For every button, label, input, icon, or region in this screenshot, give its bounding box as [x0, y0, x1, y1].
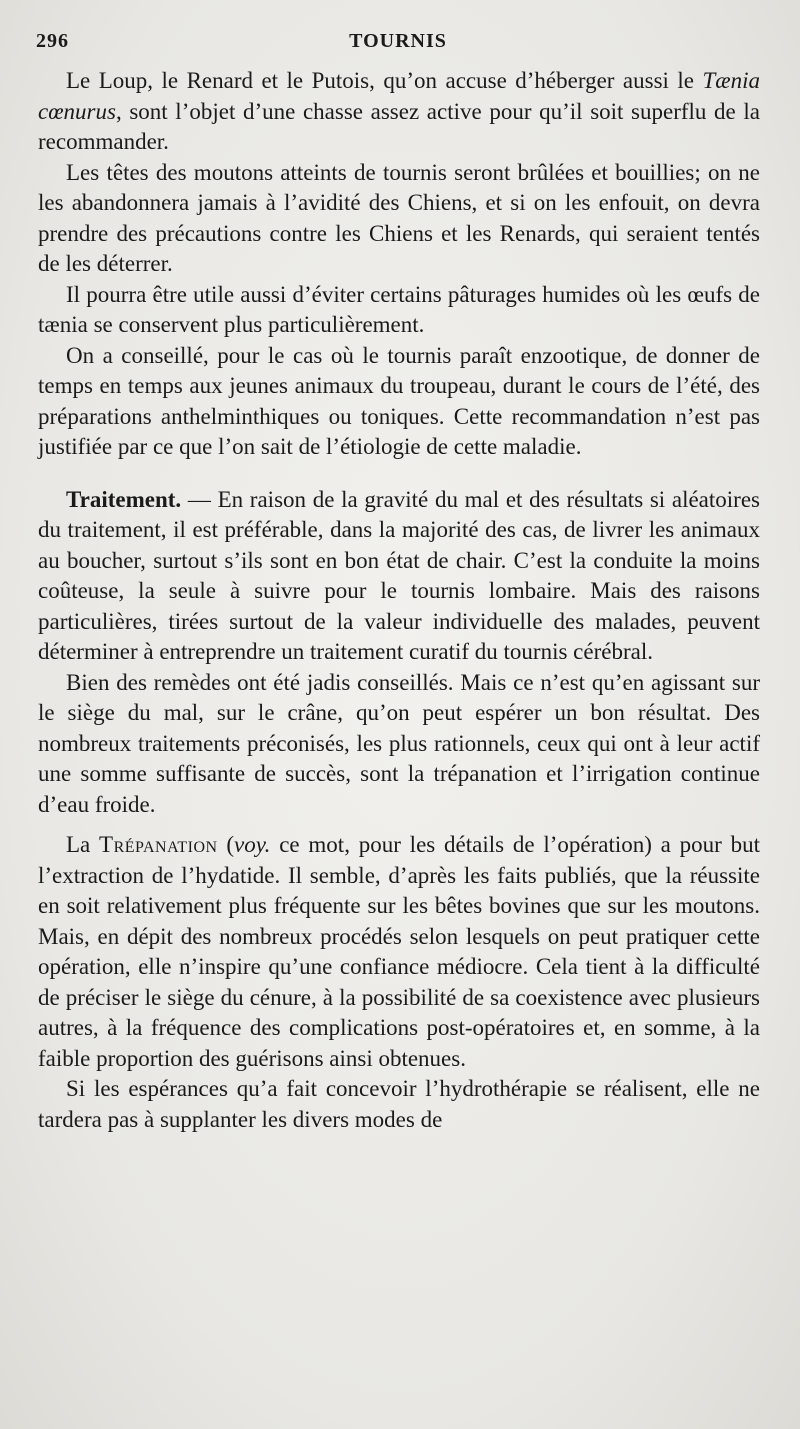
species-name: Tænia cœnurus — [38, 68, 760, 124]
section-gap — [38, 820, 760, 830]
page-header — [36, 30, 760, 60]
running-title: TOURNIS — [349, 30, 447, 52]
paragraph-pastures: Il pourra être utile aussi d’éviter certains pâturages humides où les œufs de tænia se conservent plus particulièrement. — [38, 281, 760, 337]
paragraph-predators: Le Loup, le Renard et le Putois, qu’on accuse d’héberger aussi le Tænia cœnurus, sont l’objet d’une chasse assez active pour qu’il soit superflu de la recommander. — [38, 68, 760, 154]
paragraph-sheep-heads: Les têtes des moutons atteints de tournis seront brûlées et bouillies; on ne les abandonnera jamais à l’avidité des Chiens, et si on les enfouit, on devra prendre des précautions contre les Chiens et les Renards, qui seraient tentés de les déterrer. — [38, 159, 760, 276]
page-number: 296 — [36, 30, 69, 52]
paragraph-treatment: Traitement. — En raison de la gravité du mal et des résultats si aléatoires du traitement, il est préférable, dans la majorité des cas, de livrer les animaux au boucher, surtout s’ils sont en bon état de chair. C’est la conduite la moins coûteuse, la seule à suivre pour le tournis lombaire. Mais des raisons particulières, tirées surtout de la valeur individuelle des malades, peuvent déterminer à entreprendre un traitement curatif du tournis cérébral. — [38, 486, 760, 664]
cross-reference-trepanation: Trépanation — [99, 832, 218, 857]
paragraph-hydrotherapy: Si les espérances qu’a fait concevoir l’hydrothérapie se réalisent, elle ne tardera pas à supplanter les divers modes de — [38, 1076, 760, 1132]
paragraph-trepanation: La Trépanation (voy. ce mot, pour les détails de l’opération) a pour but l’extraction de l’hydatide. Il semble, d’après les faits publiés, que la réussite en soit relativement plus fréquente sur les bêtes bovines que sur les moutons. Mais, en dépit des nombreux procédés selon lesquels on peut pratiquer cette opération, elle n’inspire qu’une confiance médiocre. Cela tient à la difficulté de préciser le siège du cénure, à la possibilité de sa coexistence avec plusieurs autres, à la fréquence des complications post-opératoires et, en somme, à la faible proportion des guérisons ainsi obtenues. — [38, 832, 760, 1071]
section-gap — [38, 463, 760, 485]
section-heading-treatment: Traitement. — [66, 486, 182, 512]
paragraph-remedies: Bien des remèdes ont été jadis conseillés. Mais ce n’est qu’en agissant sur le siège du mal, sur le crâne, qu’on peut espérer un bon résultat. Des nombreux traitements préconisés, les plus rationnels, ceux qui ont à leur actif une somme suffisante de succès, sont la trépanation et l’irrigation continue d’eau froide. — [38, 669, 760, 817]
page-body — [38, 66, 760, 1135]
paragraph-anthelmintics: On a conseillé, pour le cas où le tournis paraît enzootique, de donner de temps en temps aux jeunes animaux du troupeau, durant le cours de l’été, des préparations anthelminthiques ou toniques. Cette recommandation n’est pas justifiée par ce que l’on sait de l’étiologie de cette maladie. — [38, 342, 760, 459]
